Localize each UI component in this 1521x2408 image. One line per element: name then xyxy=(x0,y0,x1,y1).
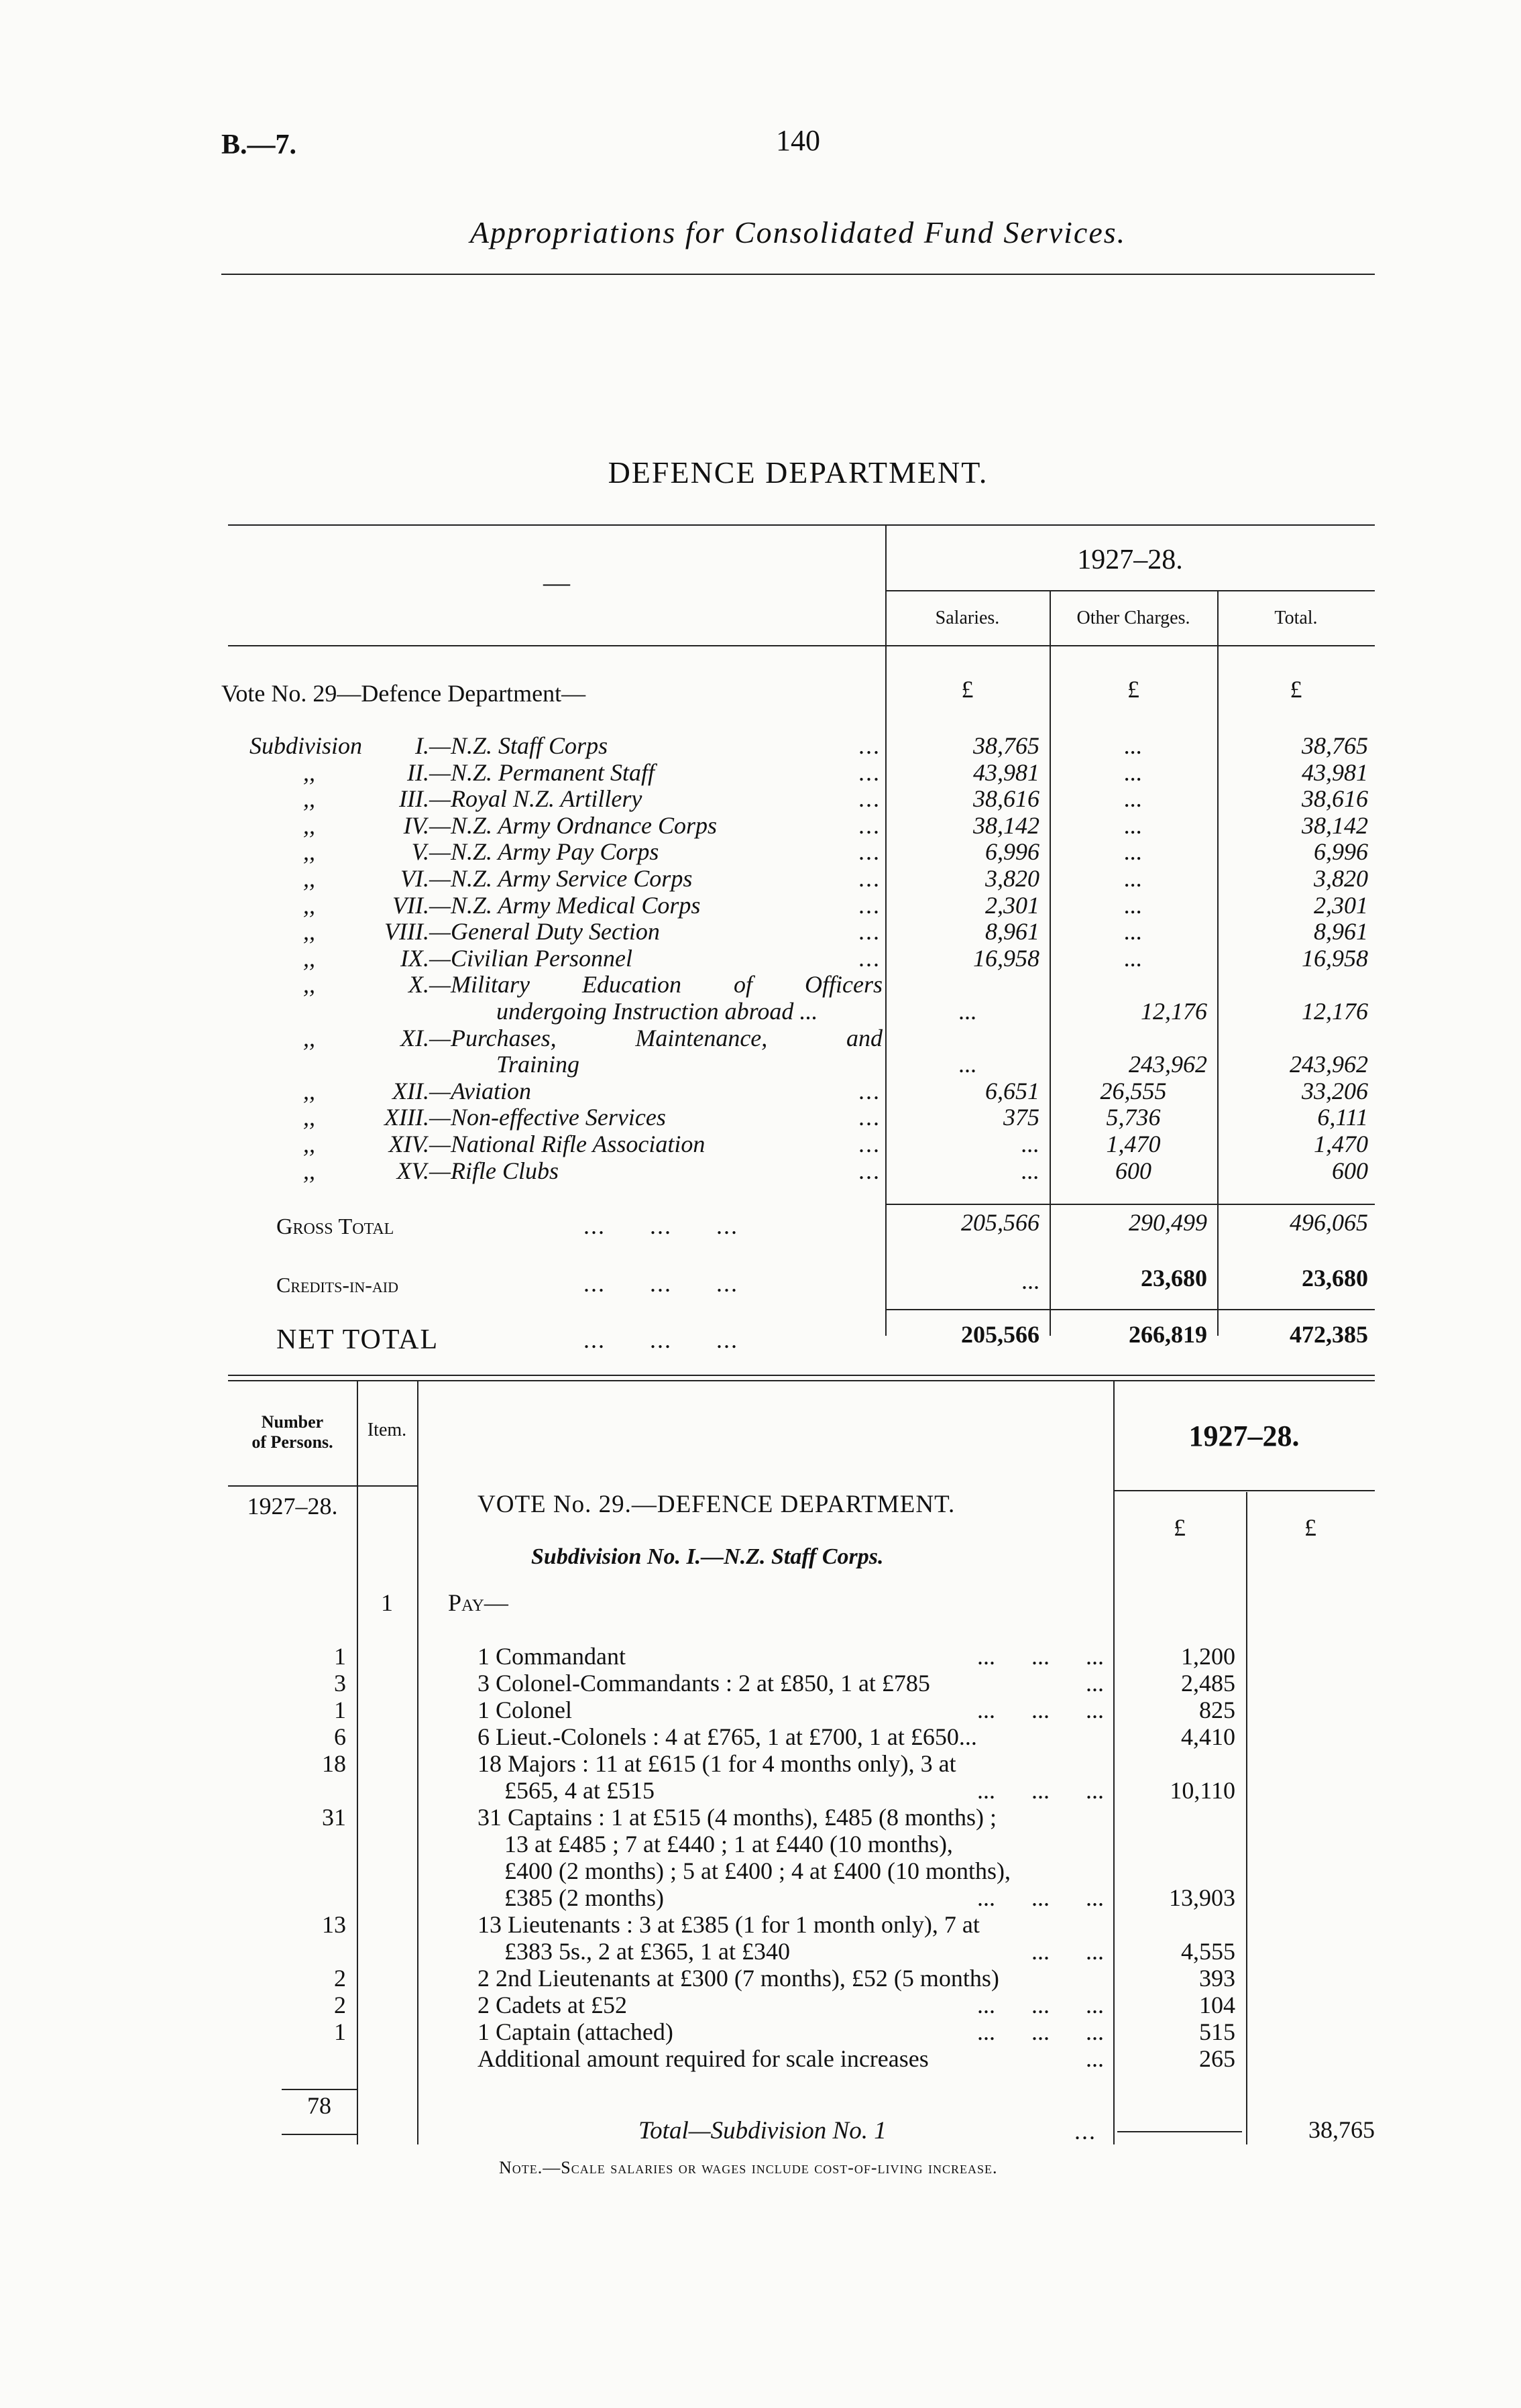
summary-header-rule xyxy=(228,645,1375,646)
subdivision-number: XIV. xyxy=(388,1131,429,1157)
credits-other: 23,680 xyxy=(1141,1265,1207,1292)
currency-other: £ xyxy=(1127,676,1139,703)
other-charges-value: ... xyxy=(1124,918,1143,945)
pay-line-text: £383 5s., 2 at £365, 1 at £340 xyxy=(504,1938,790,1965)
salaries-value: 38,616 xyxy=(973,785,1039,812)
other-charges-value: ... xyxy=(1124,838,1143,865)
persons-total-underline xyxy=(282,2134,357,2135)
total-value: 6,111 xyxy=(1317,1104,1368,1131)
row-leader: ... xyxy=(858,1131,881,1157)
other-charges-value: ... xyxy=(1124,892,1143,919)
pay-line-text: £400 (2 months) ; 5 at £400 ; 4 at £400 (10 months), xyxy=(504,1857,1011,1884)
subdivision-name: —National Rifle Association xyxy=(429,1131,706,1157)
ditto-mark: ,, xyxy=(303,971,315,998)
salaries-value: ... xyxy=(958,1051,976,1078)
other-charges-value: ... xyxy=(1124,865,1143,892)
currency-total: £ xyxy=(1290,676,1302,703)
vote-label: Vote No. 29—Defence Department— xyxy=(221,680,586,707)
total-label: Total—Subdivision No. 1 xyxy=(638,2117,887,2144)
pay-line-amount: 4,410 xyxy=(1181,1723,1235,1750)
gross-total-total: 496,065 xyxy=(1290,1209,1368,1236)
detail-top-rule-2 xyxy=(228,1380,1375,1381)
salaries-value: 8,961 xyxy=(985,918,1039,945)
subdivision-name: —Purchases, Maintenance, and xyxy=(429,1025,883,1051)
total-value: 38,765 xyxy=(1302,732,1368,759)
subdivision-name: —N.Z. Army Service Corps xyxy=(429,865,693,892)
pay-line-amount: 10,110 xyxy=(1170,1777,1235,1804)
title-rule xyxy=(221,274,1375,275)
persons-count: 18 xyxy=(322,1750,346,1777)
persons-count: 6 xyxy=(334,1723,346,1750)
salaries-value: ... xyxy=(958,998,976,1025)
col-other-charges-header: Other Charges. xyxy=(1076,608,1190,628)
net-total-total: 472,385 xyxy=(1290,1321,1368,1348)
ditto-mark: ,, xyxy=(303,892,315,919)
subdivision-name: —Military Education of Officers xyxy=(429,971,883,998)
pay-line-text: £565, 4 at £515 xyxy=(504,1777,655,1804)
subdivision-number: V. xyxy=(411,838,429,865)
other-charges-value: ... xyxy=(1124,812,1143,839)
salaries-value: 38,142 xyxy=(973,812,1039,839)
net-total-label: NET TOTAL xyxy=(276,1324,439,1355)
summary-top-rule xyxy=(228,524,1375,526)
pay-line-amount: 2,485 xyxy=(1181,1670,1235,1697)
total-value: 16,958 xyxy=(1302,945,1368,972)
pay-line-text: 1 Captain (attached) xyxy=(477,2018,673,2045)
subdivision-total-amount: 38,765 xyxy=(1308,2116,1375,2143)
total-value: 2,301 xyxy=(1314,892,1368,919)
row-leader: ... xyxy=(858,759,881,786)
total-value: 1,470 xyxy=(1314,1131,1368,1157)
subdivision-number: XII. xyxy=(392,1078,429,1104)
subdivision-name: —Rifle Clubs xyxy=(429,1157,559,1184)
persons-count: 2 xyxy=(334,1992,346,2018)
pay-line-leader: ... ... xyxy=(1031,1938,1104,1965)
credits-total: 23,680 xyxy=(1302,1265,1368,1292)
detail-total-divider xyxy=(1246,1492,1247,2144)
salaries-value: 3,820 xyxy=(985,865,1039,892)
detail-year: 1927–28. xyxy=(1188,1420,1300,1452)
total-value: 8,961 xyxy=(1314,918,1368,945)
row-leader: ... xyxy=(858,1078,881,1104)
item-number: 1 xyxy=(381,1589,393,1616)
ditto-mark: ,, xyxy=(303,759,315,786)
total-value: 38,142 xyxy=(1302,812,1368,839)
amount-total-rule xyxy=(1117,2131,1242,2132)
ditto-mark: ,, xyxy=(303,865,315,892)
subdivision-name: —Civilian Personnel xyxy=(429,945,632,972)
pay-line-text: 1 Commandant xyxy=(477,1643,626,1670)
subdivision-number: III. xyxy=(399,785,429,812)
subdivision-number: X. xyxy=(408,971,429,998)
persons-header-line2: of Persons. xyxy=(251,1432,333,1452)
pay-line-amount: 515 xyxy=(1199,2018,1235,2045)
pay-line-leader: ... ... ... xyxy=(977,2018,1104,2045)
net-total-leader: ... ... ... xyxy=(583,1326,738,1353)
subdivision-number: XIII. xyxy=(384,1104,429,1131)
other-charges-value: ... xyxy=(1124,732,1143,759)
gross-total-other: 290,499 xyxy=(1129,1209,1207,1236)
salaries-value: 6,996 xyxy=(985,838,1039,865)
currency-salaries: £ xyxy=(961,676,974,703)
subdivision-name-continued: undergoing Instruction abroad ... xyxy=(496,998,818,1025)
pay-line-amount: 1,200 xyxy=(1181,1643,1235,1670)
pay-line-text: 31 Captains : 1 at £515 (4 months), £485 (8 months) ; xyxy=(477,1804,997,1831)
row-leader: ... xyxy=(858,892,881,919)
other-charges-value: ... xyxy=(1124,759,1143,786)
pay-line-text: 1 Colonel xyxy=(477,1697,572,1723)
salaries-value: 6,651 xyxy=(985,1078,1039,1104)
pay-line-amount: 13,903 xyxy=(1169,1884,1235,1911)
ditto-mark: ,, xyxy=(303,838,315,865)
gross-total-rule xyxy=(885,1204,1375,1205)
salaries-value: 43,981 xyxy=(973,759,1039,786)
footnote: Note.—Scale salaries or wages include cost-of-living increase. xyxy=(499,2158,998,2177)
salaries-value: 375 xyxy=(1003,1104,1039,1131)
pay-line-amount: 393 xyxy=(1199,1965,1235,1992)
pay-line-text: 3 Colonel-Commandants : 2 at £850, 1 at £785 xyxy=(477,1670,930,1697)
vote-title: VOTE No. 29.—DEFENCE DEPARTMENT. xyxy=(477,1491,956,1518)
total-value: 243,962 xyxy=(1290,1051,1368,1078)
pay-line-text: Additional amount required for scale increases xyxy=(477,2045,929,2072)
pay-line-text: £385 (2 months) xyxy=(504,1884,664,1911)
detail-item-divider xyxy=(417,1380,418,2144)
col-salaries-header: Salaries. xyxy=(935,608,1000,628)
pay-line-amount: 265 xyxy=(1199,2045,1235,2072)
credits-salaries: ... xyxy=(1021,1267,1039,1294)
pay-line-text: 13 at £485 ; 7 at £440 ; 1 at £440 (10 months), xyxy=(504,1831,953,1857)
salaries-value: ... xyxy=(1021,1131,1039,1157)
subdivision-number: XV. xyxy=(396,1157,429,1184)
total-dots: ... xyxy=(1074,2118,1096,2144)
detail-persons-divider xyxy=(357,1380,358,2144)
pay-line-leader: ... ... ... xyxy=(977,1643,1104,1670)
persons-count: 13 xyxy=(322,1911,346,1938)
row-leader: ... xyxy=(858,1104,881,1131)
summary-heading: DEFENCE DEPARTMENT. xyxy=(608,455,989,490)
persons-year: 1927–28. xyxy=(247,1493,338,1520)
summary-stub-dash: — xyxy=(543,567,570,597)
other-charges-value: ... xyxy=(1124,945,1143,972)
ditto-mark: ,, xyxy=(303,1025,315,1051)
ditto-mark: ,, xyxy=(303,918,315,945)
other-charges-value: 243,962 xyxy=(1129,1051,1207,1078)
pay-line-text: 18 Majors : 11 at £615 (1 for 4 months only), 3 at xyxy=(477,1750,956,1777)
other-charges-value: 1,470 xyxy=(1106,1131,1161,1157)
subdivision-name: —General Duty Section xyxy=(429,918,660,945)
pay-line-leader: ... ... ... xyxy=(977,1992,1104,2018)
persons-header-line1: Number xyxy=(261,1412,324,1432)
row-leader: ... xyxy=(858,838,881,865)
gross-total-leader: ... ... ... xyxy=(583,1212,738,1239)
credits-in-aid-label: Credits-in-aid xyxy=(276,1273,398,1297)
total-value: 6,996 xyxy=(1314,838,1368,865)
ditto-mark: ,, xyxy=(303,1078,315,1104)
currency-amount: £ xyxy=(1174,1514,1186,1541)
subdivision-number: IX. xyxy=(400,945,429,972)
gross-total-salaries: 205,566 xyxy=(961,1209,1039,1236)
pay-line-text: 6 Lieut.-Colonels : 4 at £765, 1 at £700, 1 at £650... xyxy=(477,1723,977,1750)
net-total-rule xyxy=(885,1309,1375,1310)
salaries-value: 16,958 xyxy=(973,945,1039,972)
subdivision-name: —N.Z. Permanent Staff xyxy=(429,759,655,786)
persons-count: 3 xyxy=(334,1670,346,1697)
pay-line-leader: ... ... ... xyxy=(977,1777,1104,1804)
credits-leader: ... ... ... xyxy=(583,1270,738,1297)
detail-header-rule-right xyxy=(1113,1490,1375,1491)
persons-header xyxy=(228,1412,357,1452)
total-value: 12,176 xyxy=(1302,998,1368,1025)
page-reference: B.—7. xyxy=(221,129,297,160)
ditto-mark: ,, xyxy=(303,1131,315,1157)
subdivision-name: —Aviation xyxy=(429,1078,531,1104)
ditto-mark: ,, xyxy=(303,945,315,972)
other-charges-value: 600 xyxy=(1115,1157,1151,1184)
other-charges-value: 5,736 xyxy=(1106,1104,1161,1131)
ditto-mark: ,, xyxy=(303,812,315,839)
total-value: 33,206 xyxy=(1302,1078,1368,1104)
subdivision-number: VII. xyxy=(392,892,429,919)
subdivision-number: XI. xyxy=(400,1025,429,1051)
gross-total-label: Gross Total xyxy=(276,1214,394,1239)
total-value: 38,616 xyxy=(1302,785,1368,812)
salaries-value: 2,301 xyxy=(985,892,1039,919)
net-total-other: 266,819 xyxy=(1129,1321,1207,1348)
pay-line-text: 2 Cadets at £52 xyxy=(477,1992,627,2018)
subdivision-name: —Royal N.Z. Artillery xyxy=(429,785,642,812)
subdivision-number: VIII. xyxy=(384,918,429,945)
subdivision-name: —N.Z. Army Pay Corps xyxy=(429,838,659,865)
row-leader: ... xyxy=(858,1157,881,1184)
total-value: 43,981 xyxy=(1302,759,1368,786)
subdivision-number: IV. xyxy=(403,812,429,839)
persons-count: 31 xyxy=(322,1804,346,1831)
row-leader: ... xyxy=(858,945,881,972)
subdivision-number: II. xyxy=(407,759,429,786)
pay-line-amount: 825 xyxy=(1199,1697,1235,1723)
pay-line-leader: ... ... ... xyxy=(977,1697,1104,1723)
subdivision-name-continued: Training xyxy=(496,1051,580,1078)
row-leader: ... xyxy=(858,812,881,839)
subdivision-word: Subdivision xyxy=(249,732,362,759)
detail-top-rule-1 xyxy=(228,1375,1375,1376)
salaries-value: ... xyxy=(1021,1157,1039,1184)
pay-line-amount: 104 xyxy=(1199,1992,1235,2018)
other-charges-value: ... xyxy=(1124,785,1143,812)
summary-year-rule xyxy=(885,590,1375,591)
ditto-mark: ,, xyxy=(303,1104,315,1131)
persons-count: 2 xyxy=(334,1965,346,1992)
salaries-value: 38,765 xyxy=(973,732,1039,759)
total-value: 3,820 xyxy=(1314,865,1368,892)
subdivision-name: —N.Z. Staff Corps xyxy=(429,732,608,759)
row-leader: ... xyxy=(858,732,881,759)
pay-label: Pay— xyxy=(448,1589,508,1616)
pay-line-leader: ... xyxy=(1086,1670,1104,1697)
subdivision-number: I. xyxy=(415,732,429,759)
subdivision-name: —N.Z. Army Medical Corps xyxy=(429,892,701,919)
ditto-mark: ,, xyxy=(303,785,315,812)
persons-count: 1 xyxy=(334,1697,346,1723)
subdivision-name: —N.Z. Army Ordnance Corps xyxy=(429,812,718,839)
page-number: 140 xyxy=(776,124,820,157)
detail-header-rule-left xyxy=(228,1485,417,1487)
item-header: Item. xyxy=(367,1420,407,1440)
ditto-mark: ,, xyxy=(303,1157,315,1184)
subdivision-name: —Non-effective Services xyxy=(429,1104,666,1131)
summary-year: 1927–28. xyxy=(1077,544,1183,575)
subdivision-title: Subdivision No. I.—N.Z. Staff Corps. xyxy=(531,1544,884,1569)
persons-total: 78 xyxy=(307,2092,331,2119)
col-total-header: Total. xyxy=(1274,608,1318,628)
persons-count: 1 xyxy=(334,1643,346,1670)
persons-total-rule xyxy=(282,2089,357,2090)
subdivision-number: VI. xyxy=(400,865,429,892)
currency-total-col: £ xyxy=(1304,1514,1316,1541)
pay-line-text: 13 Lieutenants : 3 at £385 (1 for 1 month only), 7 at xyxy=(477,1911,980,1938)
pay-line-text: 2 2nd Lieutenants at £300 (7 months), £52 (5 months) xyxy=(477,1965,999,1992)
other-charges-value: 12,176 xyxy=(1141,998,1207,1025)
page-title: Appropriations for Consolidated Fund Services. xyxy=(469,215,1127,249)
pay-line-leader: ... ... ... xyxy=(977,1884,1104,1911)
pay-line-leader: ... xyxy=(1086,2045,1104,2072)
total-value: 600 xyxy=(1332,1157,1368,1184)
row-leader: ... xyxy=(858,918,881,945)
other-charges-value: 26,555 xyxy=(1100,1078,1167,1104)
row-leader: ... xyxy=(858,865,881,892)
persons-count: 1 xyxy=(334,2018,346,2045)
row-leader: ... xyxy=(858,785,881,812)
pay-line-amount: 4,555 xyxy=(1181,1938,1235,1965)
net-total-salaries: 205,566 xyxy=(961,1321,1039,1348)
